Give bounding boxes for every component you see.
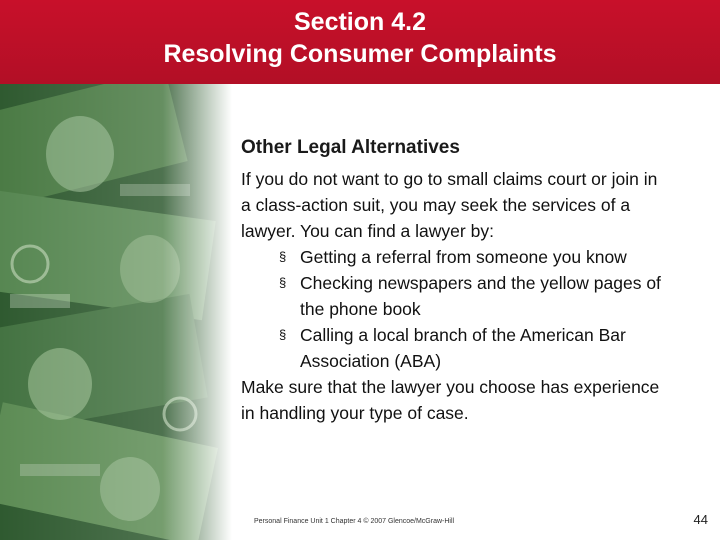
bullet-icon: § (279, 327, 287, 342)
footer-credit: Personal Finance Unit 1 Chapter 4 © 2007 Glencoe/McGraw-Hill (254, 518, 455, 525)
slide-header (0, 0, 720, 84)
list-item (241, 322, 671, 374)
closing-paragraph: Make sure that the lawyer you choose has experience in handling your type of case. (241, 377, 660, 423)
bullet-icon: § (279, 275, 287, 290)
money-background-image (0, 84, 232, 540)
bullet-text: Calling a local branch of the American Bar Association (ABA) (300, 325, 626, 371)
slide-title: Resolving Consumer Complaints (163, 40, 557, 68)
list-item (241, 244, 671, 270)
slide-body (241, 136, 671, 426)
list-item (241, 270, 671, 322)
intro-paragraph: If you do not want to go to small claims court or join in a class-action suit, you may seek the services of a lawyer. You can find a lawyer by: (241, 169, 658, 241)
bullet-icon: § (279, 249, 287, 264)
page-number: 44 (693, 512, 708, 527)
bullet-list (241, 244, 671, 374)
section-title: Section 4.2 (294, 8, 426, 36)
bullet-text: Getting a referral from someone you know (300, 247, 627, 267)
bullet-text: Checking newspapers and the yellow pages of the phone book (300, 273, 661, 319)
content-heading: Other Legal Alternatives (241, 137, 460, 158)
